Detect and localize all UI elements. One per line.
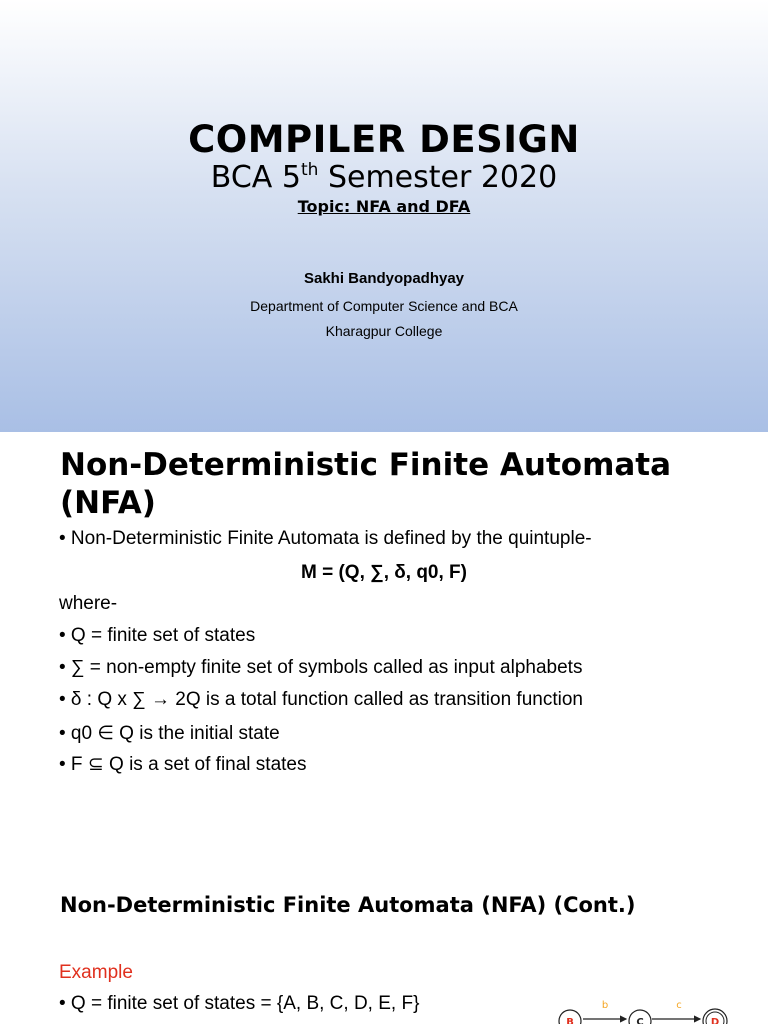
bullet-item: • Q = finite set of states — [59, 625, 256, 646]
slide-heading: Non-Deterministic Finite Automata (NFA) — [60, 447, 672, 521]
slide-subtitle — [0, 160, 768, 195]
subtitle-suffix: Semester 2020 — [318, 160, 558, 195]
where-label: where- — [59, 593, 118, 614]
author-name: Sakhi Bandyopadhyay — [303, 270, 465, 287]
bullet-item: • δ : Q x ∑ → 2Q is a total function called as transition function — [59, 689, 583, 710]
nfa-state-diagram — [550, 994, 768, 1024]
title-slide — [0, 0, 768, 432]
edge-label: c — [676, 1000, 682, 1011]
slide-title: COMPILER DESIGN — [188, 118, 580, 161]
edge-label: b — [601, 1000, 609, 1011]
state-label: D — [710, 1017, 720, 1024]
subtitle-prefix: BCA 5 — [210, 160, 301, 195]
quintuple-formula: M = (Q, ∑, δ, q0, F) — [301, 562, 467, 583]
slide-heading: Non-Deterministic Finite Automata (NFA) (Cont.) — [60, 893, 636, 917]
intro-line: • Non-Deterministic Finite Automata is defined by the quintuple- — [59, 528, 592, 549]
state-label: B — [566, 1017, 574, 1024]
example-label: Example — [59, 962, 133, 983]
college-name: Kharagpur College — [325, 323, 443, 339]
department-name: Department of Computer Science and BCA — [250, 298, 518, 314]
bullet-item: • q0 ∈ Q is the initial state — [59, 723, 280, 744]
nfa-example-slide — [0, 864, 768, 1024]
states-bullet: • Q = finite set of states = {A, B, C, D, E, F} — [59, 993, 420, 1014]
bullet-item: • F ⊆ Q is a set of final states — [59, 754, 307, 775]
topic-label: Topic: NFA and DFA — [297, 197, 471, 216]
state-label: C — [636, 1017, 644, 1024]
bullet-item: • ∑ = non-empty finite set of symbols called as input alphabets — [59, 657, 583, 678]
subtitle-superscript: th — [300, 160, 319, 180]
nfa-definition-slide — [0, 432, 768, 864]
